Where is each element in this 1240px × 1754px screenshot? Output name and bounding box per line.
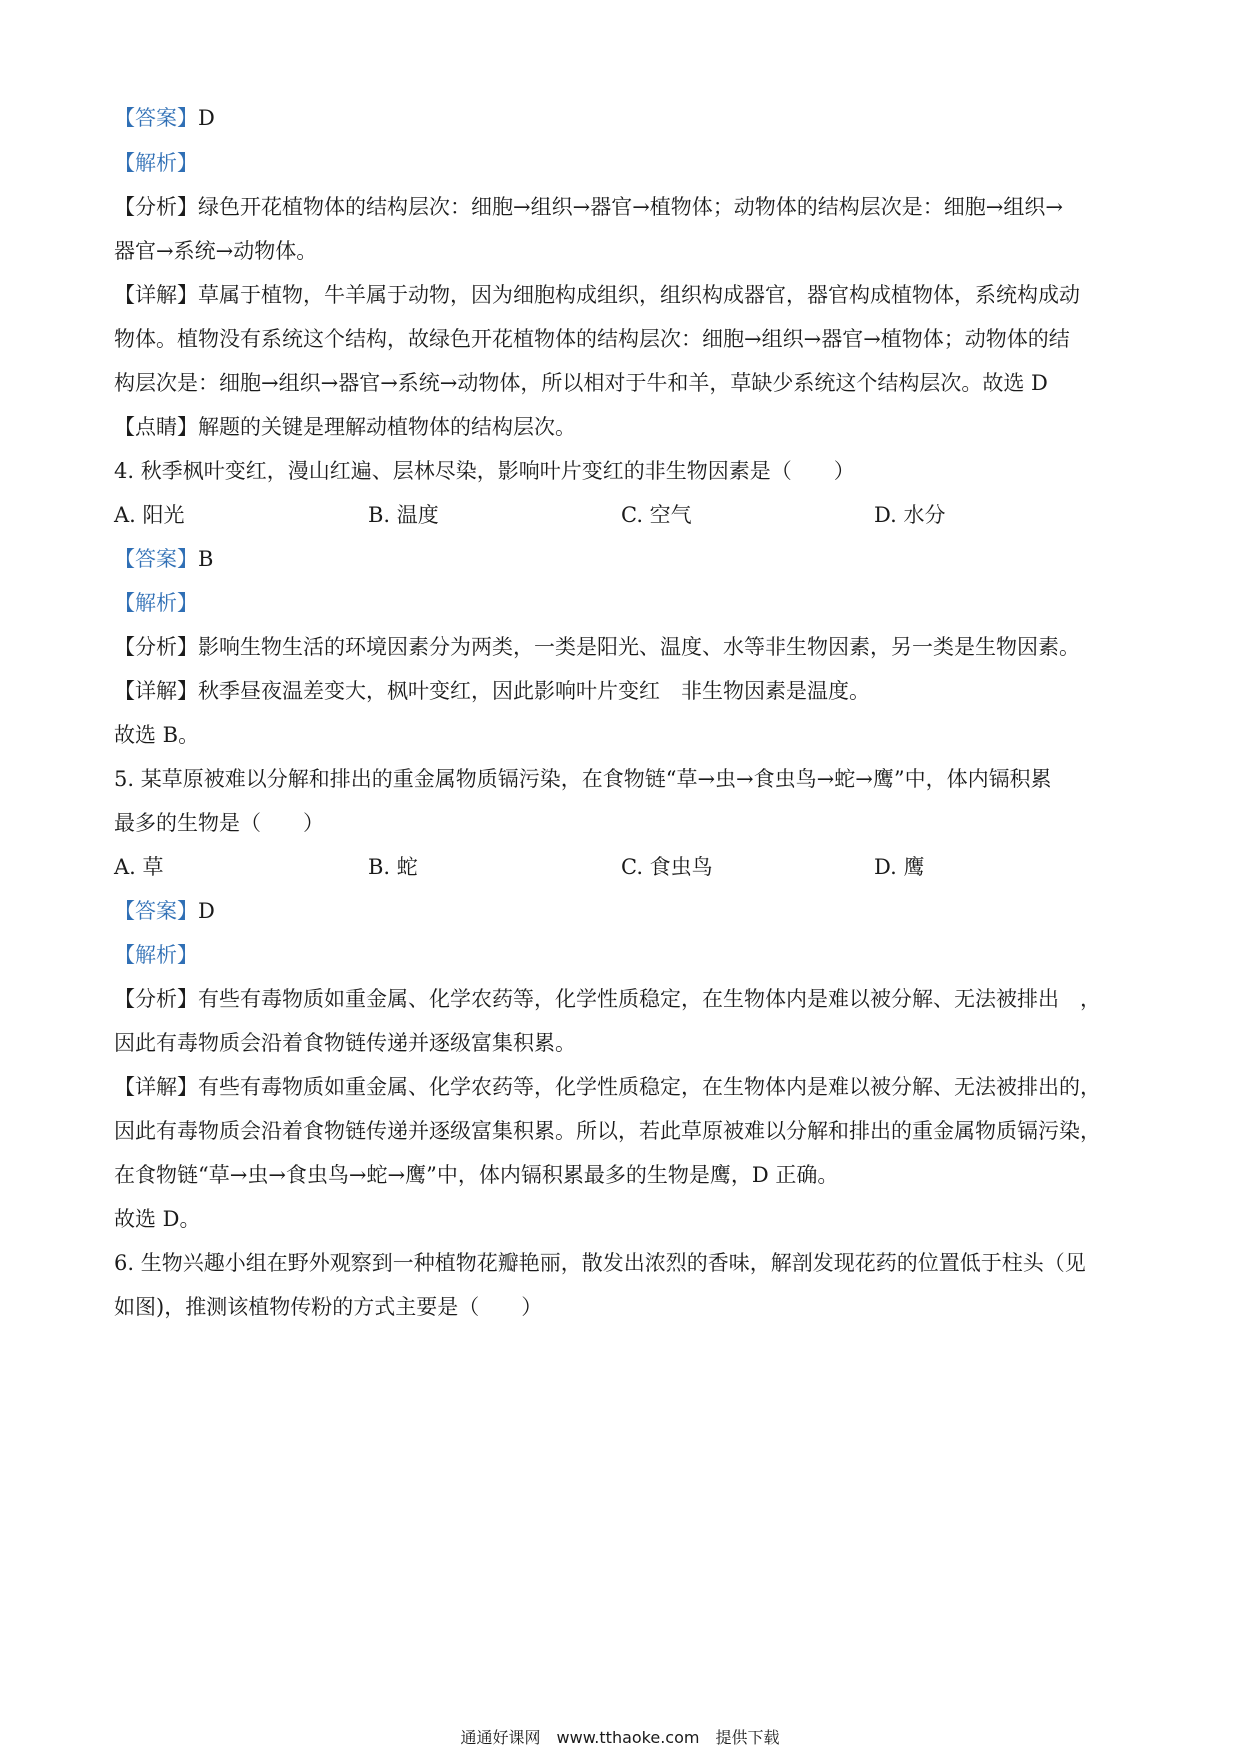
q4-option-c: C. 空气 bbox=[621, 503, 692, 527]
q4-option-a: A. 阳光 bbox=[114, 503, 185, 527]
jiexi-tag: 【解析】 bbox=[114, 591, 198, 615]
q5-xiangjie-line1 bbox=[114, 1073, 1128, 1101]
fenxi-tag: 【分析】 bbox=[114, 195, 198, 219]
q5-stem-line2: 最多的生物是（ ） bbox=[114, 811, 324, 835]
q5-option-a: A. 草 bbox=[114, 855, 164, 879]
q5-xiangjie-line2: 因此有毒物质会沿着食物链传递并逐级富集积累。所以，若此草原被难以分解和排出的重金属物质镉污染， bbox=[114, 1119, 1101, 1143]
q5-fenxi-line2: 因此有毒物质会沿着食物链传递并逐级富集积累。 bbox=[114, 1031, 576, 1055]
fenxi-text: 绿色开花植物体的结构层次：细胞→组织→器官→植物体；动物体的结构层次是：细胞→组织→ bbox=[198, 195, 1063, 219]
q3-xiangjie-line1 bbox=[114, 281, 1128, 309]
dianjing-text: 解题的关键是理解动植物体的结构层次。 bbox=[198, 415, 576, 439]
q5-jiexi bbox=[114, 941, 1128, 969]
q6-stem-line1: 6. 生物兴趣小组在野外观察到一种植物花瓣艳丽，散发出浓烈的香味，解剖发现花药的位置低于柱头（见 bbox=[114, 1251, 1086, 1275]
q5-option-d: D. 鹰 bbox=[874, 855, 925, 879]
page-footer: 通通好课网 www.tthaoke.com 提供下载 bbox=[460, 1728, 780, 1747]
answer-value: D bbox=[198, 899, 215, 923]
fenxi-text: 影响生物生活的环境因素分为两类，一类是阳光、温度、水等非生物因素，另一类是生物因素。 bbox=[198, 635, 1080, 659]
xiangjie-text: 秋季昼夜温差变大，枫叶变红，因此影响叶片变红 非生物因素是温度。 bbox=[198, 679, 870, 703]
q5-conclusion: 故选 D。 bbox=[114, 1207, 201, 1231]
q5-xiangjie-line3: 在食物链“草→虫→食虫鸟→蛇→鹰”中，体内镉积累最多的生物是鹰，D 正确。 bbox=[114, 1163, 839, 1187]
q3-jiexi bbox=[114, 149, 1128, 177]
jiexi-tag: 【解析】 bbox=[114, 943, 198, 967]
xiangjie-text: 有些有毒物质如重金属、化学农药等，化学性质稳定，在生物体内是难以被分解、无法被排出的， bbox=[198, 1075, 1101, 1099]
q6-stem-line2: 如图)，推测该植物传粉的方式主要是（ ） bbox=[114, 1295, 543, 1319]
q3-xiangjie-line3: 构层次是：细胞→组织→器官→系统→动物体，所以相对于牛和羊，草缺少系统这个结构层次。故选 D bbox=[114, 371, 1048, 395]
q5-option-b: B. 蛇 bbox=[368, 855, 418, 879]
q4-conclusion: 故选 B。 bbox=[114, 723, 200, 747]
answer-tag: 【答案】 bbox=[114, 547, 198, 571]
q5-option-c: C. 食虫鸟 bbox=[621, 855, 713, 879]
q5-stem-line1: 5. 某草原被难以分解和排出的重金属物质镉污染，在食物链“草→虫→食虫鸟→蛇→鹰”中，体内镉积累 bbox=[114, 767, 1052, 791]
q4-option-b: B. 温度 bbox=[368, 503, 439, 527]
answer-tag: 【答案】 bbox=[114, 899, 198, 923]
q4-stem: 4. 秋季枫叶变红，漫山红遍、层林尽染，影响叶片变红的非生物因素是（ ） bbox=[114, 459, 855, 483]
fenxi-tag: 【分析】 bbox=[114, 987, 198, 1011]
q4-xiangjie bbox=[114, 677, 1128, 705]
answer-tag: 【答案】 bbox=[114, 106, 198, 130]
jiexi-tag: 【解析】 bbox=[114, 151, 198, 175]
xiangjie-tag: 【详解】 bbox=[114, 1075, 198, 1099]
q5-answer bbox=[114, 897, 1128, 925]
q3-fenxi-line2: 器官→系统→动物体。 bbox=[114, 239, 318, 263]
xiangjie-text: 草属于植物，牛羊属于动物，因为细胞构成组织，组织构成器官，器官构成植物体，系统构成动 bbox=[198, 283, 1080, 307]
xiangjie-tag: 【详解】 bbox=[114, 679, 198, 703]
fenxi-tag: 【分析】 bbox=[114, 635, 198, 659]
answer-value: B bbox=[198, 547, 214, 571]
q3-answer bbox=[114, 104, 1128, 132]
dianjing-tag: 【点睛】 bbox=[114, 415, 198, 439]
q3-fenxi-line1 bbox=[114, 193, 1128, 221]
xiangjie-tag: 【详解】 bbox=[114, 283, 198, 307]
q5-fenxi-line1 bbox=[114, 985, 1128, 1013]
fenxi-text: 有些有毒物质如重金属、化学农药等，化学性质稳定，在生物体内是难以被分解、无法被排出 ， bbox=[198, 987, 1101, 1011]
answer-value: D bbox=[198, 106, 215, 130]
q4-answer bbox=[114, 545, 1128, 573]
q4-jiexi bbox=[114, 589, 1128, 617]
q4-option-d: D. 水分 bbox=[874, 503, 946, 527]
q4-fenxi bbox=[114, 633, 1128, 661]
q3-xiangjie-line2: 物体。植物没有系统这个结构，故绿色开花植物体的结构层次：细胞→组织→器官→植物体；动物体的结 bbox=[114, 327, 1070, 351]
q3-dianjing bbox=[114, 413, 1128, 441]
